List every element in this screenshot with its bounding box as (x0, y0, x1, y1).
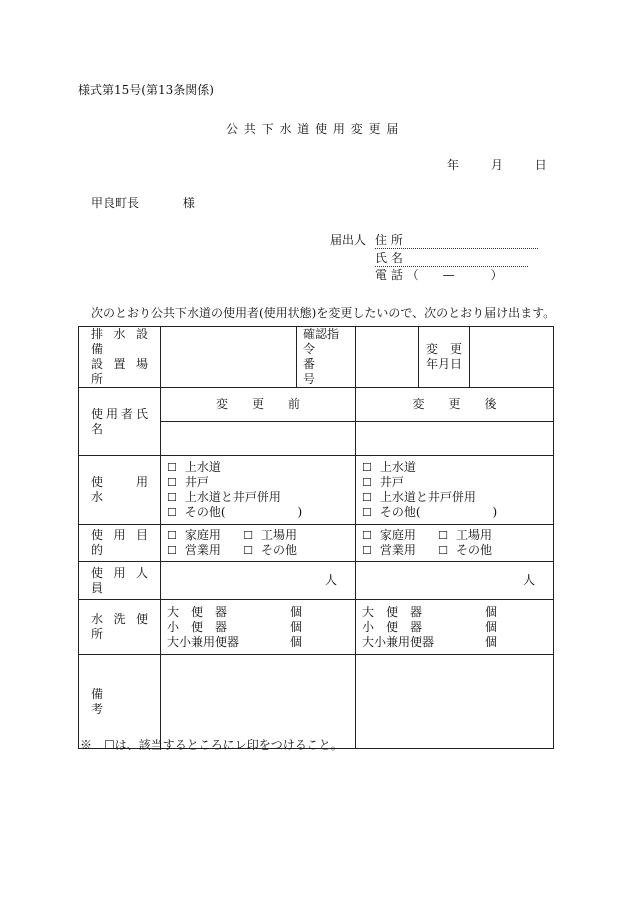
footnote: ※ ☐は、該当するところにレ印をつけること。 (80, 738, 343, 752)
persons-unit: 人 (522, 573, 535, 587)
form-number: 様式第15号(第13条関係) (78, 83, 214, 97)
user-name-after-cell[interactable] (356, 422, 554, 456)
toilet-after-cell[interactable]: 大 便 器 個 小 便 器 個 大小兼用便器 個 (356, 600, 554, 655)
checkbox-option[interactable]: ☐ 営業用 (362, 543, 416, 557)
checkbox-option[interactable]: ☐ その他 (438, 543, 492, 557)
checkbox-option[interactable]: ☐ 営業用 (167, 543, 221, 557)
date-year: 年 (447, 158, 460, 172)
water-after-cell (356, 456, 554, 525)
checkbox-option[interactable]: ☐ 上水道 (167, 460, 221, 474)
applicant-label: 届出人 (330, 233, 367, 247)
remarks-before-cell[interactable] (161, 655, 356, 749)
date-day: 日 (534, 158, 547, 172)
applicant-phone[interactable]: 電 話 （ — ） (375, 268, 503, 282)
persons-before-cell[interactable] (161, 562, 356, 600)
toilet-label: 水 洗 便 所 (79, 600, 161, 655)
applicant-name-field[interactable] (375, 249, 528, 267)
date-line (447, 156, 547, 173)
confirm-label: 確認指令 番 号 (297, 327, 356, 388)
checkbox-option[interactable]: ☐ 工場用 (438, 528, 492, 542)
addressee-name: 甲良町長 (91, 196, 140, 210)
change-date-label: 変 更 年月日 (419, 327, 470, 388)
change-date-cell[interactable] (470, 327, 554, 388)
remarks-after-cell[interactable] (356, 655, 554, 749)
user-name-label: 使用者氏名 (79, 388, 161, 456)
checkbox-option[interactable]: ☐ 上水道と井戸併用 (362, 490, 476, 504)
checkbox-option[interactable]: ☐ その他( ) (167, 505, 303, 519)
applicant-address-label: 住 所 (375, 233, 403, 247)
checkbox-option[interactable]: ☐ 井戸 (362, 475, 404, 489)
checkbox-option[interactable]: ☐ その他 (243, 543, 297, 557)
form-table (78, 326, 554, 749)
checkbox-option[interactable]: ☐ 工場用 (243, 528, 297, 542)
checkbox-option[interactable]: ☐ その他( ) (362, 505, 498, 519)
persons-unit: 人 (324, 573, 337, 587)
applicant-name-label: 氏 名 (375, 251, 403, 265)
facility-label: 排 水 設 備 設 置 場 所 (79, 327, 161, 388)
toilet-before-cell[interactable]: 大 便 器 個 小 便 器 個 大小兼用便器 個 (161, 600, 356, 655)
checkbox-option[interactable]: ☐ 井戸 (167, 475, 209, 489)
before-header: 変 更 前 (161, 388, 356, 422)
applicant-address-field[interactable] (375, 231, 538, 249)
checkbox-option[interactable]: ☐ 上水道と井戸併用 (167, 490, 281, 504)
remarks-label: 備 考 (79, 655, 161, 749)
persons-label: 使 用 人 員 (79, 562, 161, 600)
persons-after-cell[interactable] (356, 562, 554, 600)
checkbox-option[interactable]: ☐ 家庭用 (167, 528, 221, 542)
date-month: 月 (490, 158, 503, 172)
form-title: 公 共 下 水 道 使 用 変 更 届 (226, 122, 400, 136)
user-name-before-cell[interactable] (161, 422, 356, 456)
facility-location-cell[interactable] (161, 327, 297, 388)
addressee (91, 194, 195, 211)
purpose-label: 使 用 目 的 (79, 525, 161, 562)
water-label: 使 用 水 (79, 456, 161, 525)
confirm-number-cell[interactable] (356, 327, 419, 388)
water-before-cell (161, 456, 356, 525)
purpose-before-cell (161, 525, 356, 562)
checkbox-option[interactable]: ☐ 上水道 (362, 460, 416, 474)
purpose-after-cell (356, 525, 554, 562)
after-header: 変 更 後 (356, 388, 554, 422)
checkbox-option[interactable]: ☐ 家庭用 (362, 528, 416, 542)
intro-text: 次のとおり公共下水道の使用者(使用状態)を変更したいので、次のとおり届け出ます。 (91, 306, 556, 320)
addressee-honorific: 様 (182, 196, 195, 210)
